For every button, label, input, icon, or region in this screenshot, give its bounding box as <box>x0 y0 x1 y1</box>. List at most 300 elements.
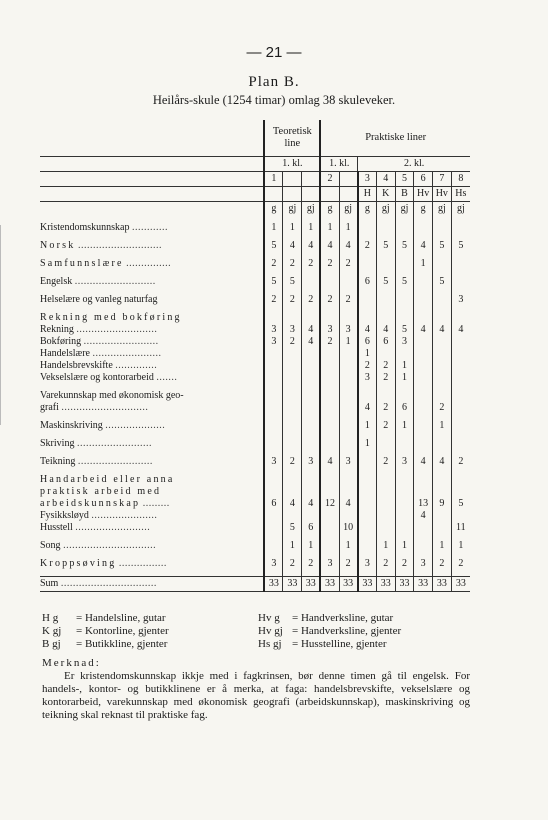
header-gender-code: g <box>264 201 283 216</box>
subject-cell <box>40 312 264 324</box>
subject-cell <box>40 372 264 384</box>
hours-cell <box>451 486 470 498</box>
hours-cell: 2 <box>283 294 302 306</box>
subject-label: Handelslære <box>40 347 90 359</box>
hours-cell: 2 <box>376 360 395 372</box>
subject-label: Varekunnskap med økonomisk geo- <box>40 389 184 401</box>
hours-cell: 6 <box>358 336 377 348</box>
header-class-1a: 1. kl. <box>264 156 320 171</box>
sum-value: 33 <box>339 576 358 591</box>
hours-cell: 5 <box>451 498 470 510</box>
header-gender-code: gj <box>376 201 395 216</box>
table-row <box>40 390 470 402</box>
hours-cell <box>414 402 433 414</box>
hours-cell: 1 <box>339 540 358 552</box>
hours-cell <box>283 420 302 432</box>
hours-cell <box>264 348 283 360</box>
hours-cell <box>414 372 433 384</box>
subject-label: Vekselslære og kontorarbeid <box>40 371 154 383</box>
hours-cell <box>414 540 433 552</box>
hours-cell <box>414 312 433 324</box>
subject-label: Bokføring <box>40 335 82 347</box>
subject-cell <box>40 348 264 360</box>
hours-cell: 1 <box>339 222 358 234</box>
header-line-number: 8 <box>451 171 470 186</box>
hours-cell <box>451 222 470 234</box>
hours-cell <box>302 312 321 324</box>
hours-cell <box>320 474 339 486</box>
subject-cell <box>40 390 264 402</box>
hours-cell: 3 <box>358 372 377 384</box>
hours-cell: 4 <box>302 336 321 348</box>
subject-cell <box>40 276 264 288</box>
header-gender-code: gj <box>302 201 321 216</box>
subject-cell <box>40 474 264 486</box>
hours-cell <box>395 438 414 450</box>
leader-dots: ............................. <box>61 401 149 413</box>
header-line-number: 6 <box>414 171 433 186</box>
hours-cell <box>376 294 395 306</box>
leader-dots: ......................... <box>77 455 153 467</box>
subject-cell <box>40 240 264 252</box>
hours-cell: 1 <box>432 540 451 552</box>
hours-cell <box>395 222 414 234</box>
hours-cell <box>320 438 339 450</box>
leader-dots: ................ <box>118 557 167 569</box>
sum-row <box>40 576 470 591</box>
hours-cell: 1 <box>358 420 377 432</box>
subject-label: Samfunnslære <box>40 257 124 269</box>
legend-text: = Kontorline, gjenter <box>76 625 169 637</box>
hours-cell: 2 <box>376 372 395 384</box>
subject-label: Engelsk <box>40 275 73 287</box>
sum-value: 33 <box>302 576 321 591</box>
header-line-number: 2 <box>320 171 339 186</box>
hours-cell <box>395 498 414 510</box>
hours-cell: 3 <box>264 336 283 348</box>
hours-cell <box>358 294 377 306</box>
hours-cell: 2 <box>451 456 470 468</box>
hours-cell: 5 <box>264 276 283 288</box>
hours-cell: 1 <box>283 540 302 552</box>
header-line-code: Hv <box>432 186 451 201</box>
hours-cell: 4 <box>414 324 433 336</box>
hours-cell <box>264 372 283 384</box>
remark <box>42 657 470 722</box>
hours-cell <box>358 222 377 234</box>
hours-cell: 1 <box>395 360 414 372</box>
hours-cell <box>283 510 302 522</box>
table-row <box>40 420 470 432</box>
hours-cell: 3 <box>320 324 339 336</box>
hours-cell <box>414 360 433 372</box>
legend-item <box>258 625 401 638</box>
hours-cell <box>339 390 358 402</box>
legend-text: = Handelsline, gutar <box>76 612 166 624</box>
hours-cell: 2 <box>283 558 302 570</box>
hours-cell: 4 <box>358 324 377 336</box>
table-row <box>40 372 470 384</box>
hours-cell <box>320 312 339 324</box>
legend-text: = Handverksline, gutar <box>292 612 394 624</box>
hours-cell: 3 <box>414 558 433 570</box>
hours-cell <box>414 276 433 288</box>
hours-cell <box>339 486 358 498</box>
hours-cell: 1 <box>358 438 377 450</box>
subject-cell <box>40 456 264 468</box>
table-row <box>40 486 470 498</box>
hours-cell: 1 <box>264 222 283 234</box>
table-row <box>40 348 470 360</box>
leader-dots: ........................... <box>74 275 156 287</box>
hours-cell <box>320 348 339 360</box>
hours-cell <box>358 258 377 270</box>
subject-label: praktisk arbeid med <box>40 485 162 497</box>
legend-code: Hv g <box>258 612 280 624</box>
hours-cell <box>320 372 339 384</box>
hours-cell: 1 <box>395 420 414 432</box>
table-row <box>40 438 470 450</box>
subject-label: Teikning <box>40 455 76 467</box>
hours-cell: 5 <box>432 240 451 252</box>
legend-text: = Husstelline, gjenter <box>292 638 387 650</box>
subject-label: Maskinskriving <box>40 419 103 431</box>
header-line-number: 3 <box>358 171 377 186</box>
hours-cell: 2 <box>302 258 321 270</box>
hours-cell: 5 <box>451 240 470 252</box>
hours-cell <box>302 474 321 486</box>
hours-cell <box>339 474 358 486</box>
table-row <box>40 324 470 336</box>
hours-cell <box>376 312 395 324</box>
subject-cell <box>40 510 264 522</box>
hours-cell: 2 <box>376 402 395 414</box>
subject-label: Kristendomskunnskap <box>40 221 130 233</box>
hours-cell <box>283 348 302 360</box>
subject-cell <box>40 360 264 372</box>
subject-cell <box>40 402 264 414</box>
hours-cell: 1 <box>283 222 302 234</box>
hours-cell <box>320 540 339 552</box>
hours-cell <box>451 474 470 486</box>
hours-cell: 1 <box>395 372 414 384</box>
hours-cell: 3 <box>283 324 302 336</box>
hours-cell <box>283 474 302 486</box>
hours-cell <box>376 390 395 402</box>
hours-cell <box>414 522 433 534</box>
hours-cell <box>414 294 433 306</box>
legend-code: Hs gj <box>258 638 282 650</box>
leader-dots: ............... <box>126 257 172 269</box>
hours-cell: 3 <box>264 324 283 336</box>
hours-cell <box>451 276 470 288</box>
header-line-code <box>264 186 283 201</box>
hours-cell: 5 <box>376 240 395 252</box>
hours-cell <box>339 510 358 522</box>
hours-cell <box>432 336 451 348</box>
hours-cell <box>451 258 470 270</box>
header-gender-code: g <box>414 201 433 216</box>
hours-cell: 5 <box>283 522 302 534</box>
hours-cell <box>432 510 451 522</box>
hours-cell <box>320 402 339 414</box>
legend-right <box>258 612 401 651</box>
hours-cell: 4 <box>320 456 339 468</box>
hours-cell: 4 <box>339 498 358 510</box>
subject-label: Rekning <box>40 323 74 335</box>
hours-cell <box>395 510 414 522</box>
hours-cell <box>395 486 414 498</box>
subject-cell <box>40 294 264 306</box>
sum-value: 33 <box>395 576 414 591</box>
hours-cell: 1 <box>414 258 433 270</box>
legend-item <box>42 612 169 625</box>
hours-cell: 1 <box>451 540 470 552</box>
hours-cell <box>302 420 321 432</box>
subject-label: grafi <box>40 401 59 413</box>
hours-cell <box>264 360 283 372</box>
hours-cell <box>358 540 377 552</box>
hours-cell <box>432 390 451 402</box>
hours-cell <box>320 510 339 522</box>
hours-cell <box>358 510 377 522</box>
hours-cell: 1 <box>339 336 358 348</box>
hours-cell <box>264 486 283 498</box>
header-gender-code: gj <box>283 201 302 216</box>
hours-cell: 5 <box>432 276 451 288</box>
subject-label: Norsk <box>40 239 76 251</box>
hours-cell: 2 <box>358 240 377 252</box>
leader-dots: .................... <box>105 419 166 431</box>
hours-cell <box>339 402 358 414</box>
hours-cell: 10 <box>339 522 358 534</box>
leader-dots: ......................... <box>76 437 152 449</box>
legend-left <box>42 612 169 651</box>
leader-dots: ......................... <box>83 335 159 347</box>
leader-dots: ................................ <box>60 577 157 589</box>
hours-cell <box>302 510 321 522</box>
hours-cell <box>320 390 339 402</box>
hours-cell: 4 <box>302 324 321 336</box>
subject-label: Skriving <box>40 437 75 449</box>
hours-cell <box>451 336 470 348</box>
hours-cell: 6 <box>264 498 283 510</box>
hours-cell: 3 <box>339 456 358 468</box>
hours-cell <box>395 258 414 270</box>
hours-cell: 4 <box>432 456 451 468</box>
header-praktisk: Praktiske liner <box>320 120 470 156</box>
hours-cell: 6 <box>376 336 395 348</box>
subject-cell <box>40 258 264 270</box>
header-gender-code: gj <box>432 201 451 216</box>
hours-cell <box>302 360 321 372</box>
hours-cell: 4 <box>414 510 433 522</box>
hours-cell: 3 <box>395 336 414 348</box>
hours-cell <box>451 372 470 384</box>
hours-cell: 2 <box>376 558 395 570</box>
hours-cell: 2 <box>432 558 451 570</box>
hours-cell: 3 <box>451 294 470 306</box>
hours-cell: 1 <box>302 540 321 552</box>
legend-text: = Butikkline, gjenter <box>76 638 168 650</box>
sum-value: 33 <box>414 576 433 591</box>
hours-cell <box>376 438 395 450</box>
subject-cell <box>40 540 264 552</box>
header-class-1b: 1. kl. <box>320 156 357 171</box>
hours-cell <box>395 312 414 324</box>
hours-cell: 5 <box>395 240 414 252</box>
hours-cell <box>302 348 321 360</box>
legend-code: Hv gj <box>258 625 283 637</box>
hours-cell <box>451 420 470 432</box>
leader-dots: ......... <box>142 497 170 509</box>
hours-cell <box>302 372 321 384</box>
hours-cell: 4 <box>414 240 433 252</box>
hours-cell <box>414 348 433 360</box>
hours-cell <box>358 456 377 468</box>
hours-cell: 11 <box>451 522 470 534</box>
hours-cell <box>451 360 470 372</box>
hours-cell <box>395 348 414 360</box>
hours-cell: 4 <box>414 456 433 468</box>
hours-cell <box>432 222 451 234</box>
hours-cell <box>264 474 283 486</box>
hours-cell <box>264 390 283 402</box>
hours-cell <box>320 522 339 534</box>
remark-text: Er kristendomskunnskap ikkje med i fagkrinsen, bør denne timen gå til engelsk. For handels-, kontor- og butikklinene er å merka, at faga: handelsbrevskifte, vekselslære og kontorarbeid, varekunnskap med økonomisk geografi (arbeidskunnskap), maskinskriving og teikning skal reknast til praktiske fag. <box>42 670 470 721</box>
header-line-code: Hv <box>414 186 433 201</box>
table-row <box>40 498 470 510</box>
leader-dots: ...................... <box>91 509 158 521</box>
hours-cell: 1 <box>320 222 339 234</box>
hours-cell: 1 <box>302 222 321 234</box>
hours-cell: 4 <box>451 324 470 336</box>
hours-cell: 12 <box>320 498 339 510</box>
legend-item <box>258 612 401 625</box>
hours-cell: 2 <box>358 360 377 372</box>
table-row <box>40 258 470 270</box>
hours-cell <box>414 474 433 486</box>
header-class-2: 2. kl. <box>358 156 470 171</box>
hours-cell <box>320 420 339 432</box>
hours-cell: 3 <box>395 456 414 468</box>
hours-cell <box>376 258 395 270</box>
hours-cell <box>339 312 358 324</box>
sum-value: 33 <box>320 576 339 591</box>
page-number: — 21 — <box>246 44 302 61</box>
hours-cell <box>376 222 395 234</box>
hours-cell: 4 <box>283 498 302 510</box>
subject-cell <box>40 486 264 498</box>
hours-cell <box>376 510 395 522</box>
hours-cell <box>451 438 470 450</box>
hours-cell <box>432 438 451 450</box>
header-gender-code: gj <box>395 201 414 216</box>
legend-code: B gj <box>42 638 61 650</box>
hours-cell: 3 <box>320 558 339 570</box>
hours-cell <box>339 438 358 450</box>
hours-cell <box>283 312 302 324</box>
hours-cell: 3 <box>358 558 377 570</box>
table-row <box>40 276 470 288</box>
hours-cell: 2 <box>302 294 321 306</box>
hours-cell <box>432 258 451 270</box>
hours-cell <box>432 360 451 372</box>
hours-cell <box>302 402 321 414</box>
table-row <box>40 510 470 522</box>
subject-cell <box>40 222 264 234</box>
hours-cell <box>451 402 470 414</box>
table-row <box>40 456 470 468</box>
hours-cell <box>302 486 321 498</box>
hours-cell <box>339 276 358 288</box>
hours-cell: 2 <box>283 336 302 348</box>
remark-heading: Merknad: <box>42 657 101 669</box>
hours-cell: 2 <box>432 402 451 414</box>
header-line-code <box>302 186 321 201</box>
subject-label: Kroppsøving <box>40 557 117 569</box>
hours-cell <box>264 522 283 534</box>
hours-cell: 2 <box>339 258 358 270</box>
header-line-number: 5 <box>395 171 414 186</box>
hours-cell <box>414 438 433 450</box>
subject-label: Handarbeid eller anna <box>40 473 175 485</box>
subject-label: arbeidskunnskap <box>40 497 141 509</box>
hours-cell <box>264 312 283 324</box>
hours-cell <box>283 486 302 498</box>
hours-cell: 2 <box>339 558 358 570</box>
subject-label: Helselære og vanleg naturfag <box>40 293 158 305</box>
table-row <box>40 522 470 534</box>
hours-cell <box>264 420 283 432</box>
header-line-code: H <box>358 186 377 201</box>
sum-cell <box>40 576 264 591</box>
table-row <box>40 558 470 570</box>
legend-item <box>42 638 169 651</box>
leader-dots: ....... <box>156 371 178 383</box>
hours-cell <box>339 360 358 372</box>
hours-cell <box>395 294 414 306</box>
header-gender-code: g <box>358 201 377 216</box>
hours-cell <box>395 474 414 486</box>
subject-cell <box>40 420 264 432</box>
hours-cell <box>432 294 451 306</box>
page-subtitle: Heilårs-skule (1254 timar) omlag 38 skuleveker. <box>152 93 396 107</box>
hours-cell: 3 <box>264 456 283 468</box>
hours-cell <box>414 486 433 498</box>
hours-cell: 2 <box>283 456 302 468</box>
hours-cell: 1 <box>395 540 414 552</box>
hours-cell: 2 <box>376 456 395 468</box>
leader-dots: .............. <box>115 359 158 371</box>
hours-cell <box>302 276 321 288</box>
leader-dots: ......................... <box>75 521 151 533</box>
hours-cell <box>339 372 358 384</box>
sum-value: 33 <box>264 576 283 591</box>
hours-cell <box>283 402 302 414</box>
hours-cell <box>376 522 395 534</box>
hours-cell <box>283 390 302 402</box>
hours-cell <box>451 312 470 324</box>
sum-value: 33 <box>451 576 470 591</box>
subject-cell <box>40 558 264 570</box>
scan-edge-mark <box>0 225 1 425</box>
hours-cell <box>358 390 377 402</box>
hours-cell <box>320 486 339 498</box>
header-line-code: K <box>376 186 395 201</box>
table-row <box>40 294 470 306</box>
header-line-code: B <box>395 186 414 201</box>
